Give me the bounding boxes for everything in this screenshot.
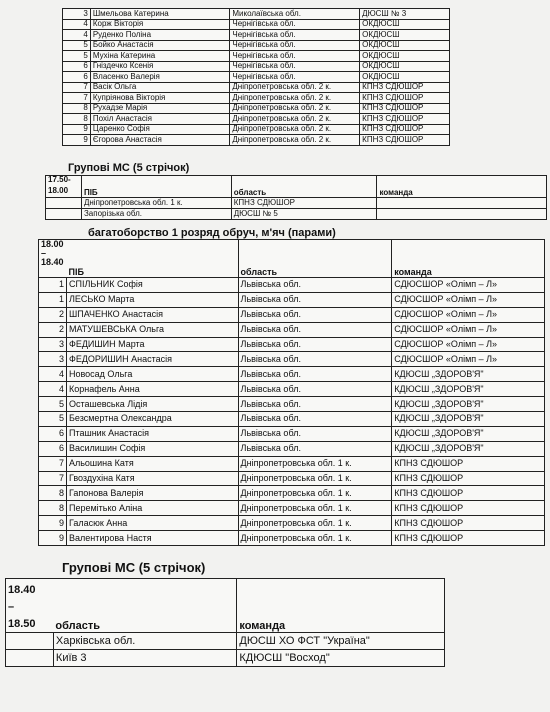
- region: Львівська обл.: [238, 397, 392, 412]
- table-row: [63, 40, 450, 51]
- row-number: 8: [39, 501, 67, 516]
- row-number: 8: [63, 103, 91, 114]
- region: Дніпропетровська обл. 1 к.: [238, 531, 392, 546]
- athlete-name: Галасюк Анна: [66, 516, 238, 531]
- table-row: [39, 456, 545, 471]
- table-row: [39, 367, 545, 382]
- athlete-name: Купріянова Вікторія: [90, 93, 230, 104]
- athlete-name: Василишин Софія: [66, 441, 238, 456]
- table-row: [63, 61, 450, 72]
- row-number: 3: [39, 337, 67, 352]
- team: КПНЗ СДЮШОР: [360, 82, 450, 93]
- section1-header-row: [46, 176, 547, 198]
- row-number: 6: [63, 61, 91, 72]
- time-dash: –: [41, 248, 47, 258]
- row-number: 3: [63, 9, 91, 20]
- team: ОКДЮСШ: [360, 61, 450, 72]
- row-number: 7: [63, 93, 91, 104]
- region: Львівська обл.: [238, 382, 392, 397]
- region: Дніпропетровська обл. 2 к.: [230, 114, 360, 125]
- region: Дніпропетровська обл. 2 к.: [230, 124, 360, 135]
- row-number: 1: [39, 278, 67, 293]
- table-row: [39, 471, 545, 486]
- table-row: [39, 382, 545, 397]
- table-row: [63, 51, 450, 62]
- athlete-name: Пташник Анастасія: [66, 426, 238, 441]
- athlete-name: Новосад Ольга: [66, 367, 238, 382]
- team: КДЮСШ "Восход": [237, 650, 445, 667]
- region: Дніпропетровська обл. 2 к.: [230, 82, 360, 93]
- row-number: 3: [39, 352, 67, 367]
- table-row: [39, 501, 545, 516]
- region: Львівська обл.: [238, 352, 392, 367]
- table-row: [63, 72, 450, 83]
- athlete-name: Єгорова Анастасія: [90, 135, 230, 146]
- athlete-name: Рухадзе Марія: [90, 103, 230, 114]
- team: СДЮСШОР «Олімп – Л»: [392, 322, 545, 337]
- region: Львівська обл.: [238, 367, 392, 382]
- region: Львівська обл.: [238, 292, 392, 307]
- table-row: [46, 209, 547, 220]
- team: КДЮСШ „ЗДОРОВ'Я": [392, 426, 545, 441]
- team: КДЮСШ „ЗДОРОВ'Я": [392, 367, 545, 382]
- athlete-name: Власенко Валерія: [90, 72, 230, 83]
- region: Львівська обл.: [238, 322, 392, 337]
- table-row: [39, 307, 545, 322]
- team: КПНЗ СДЮШОР: [392, 501, 545, 516]
- team: ОКДЮСШ: [360, 40, 450, 51]
- athlete-name: ШПАЧЕНКО Анастасія: [66, 307, 238, 322]
- row-number: 8: [63, 114, 91, 125]
- region: Дніпропетровська обл. 1 к.: [238, 501, 392, 516]
- region: Київ 3: [53, 650, 236, 667]
- athlete-name: Васік Ольга: [90, 82, 230, 93]
- row-number: 7: [39, 471, 67, 486]
- athlete-name: Валентирова Настя: [66, 531, 238, 546]
- athlete-name: Перемітько Аліна: [66, 501, 238, 516]
- top-table: [62, 8, 450, 146]
- time-end: 18.40: [41, 257, 64, 267]
- section1-table: [45, 175, 547, 220]
- region: Чернігівська обл.: [230, 51, 360, 62]
- header-team: команда: [377, 176, 547, 198]
- time-end: 18.00: [48, 186, 69, 195]
- region: Дніпропетровська обл. 2 к.: [230, 135, 360, 146]
- table-row: [39, 426, 545, 441]
- region: Дніпропетровська обл. 2 к.: [230, 103, 360, 114]
- region: Львівська обл.: [238, 337, 392, 352]
- team-club: КПНЗ СДЮШОР: [231, 198, 377, 209]
- team: [377, 209, 547, 220]
- row-number: 9: [39, 531, 67, 546]
- team: [377, 198, 547, 209]
- section1-time: [46, 176, 82, 198]
- table-row: [39, 516, 545, 531]
- row-number: 5: [63, 51, 91, 62]
- table-row: [63, 124, 450, 135]
- team: ОКДЮСШ: [360, 51, 450, 62]
- row-number: 9: [39, 516, 67, 531]
- team: КПНЗ СДЮШОР: [392, 531, 545, 546]
- section3-header-row: [6, 579, 445, 633]
- header-team: команда: [392, 240, 545, 278]
- section1-title: Групові МС (5 стрічок): [68, 162, 190, 174]
- team: КПНЗ СДЮШОР: [360, 124, 450, 135]
- region: Львівська обл.: [238, 412, 392, 427]
- team: ОКДЮСШ: [360, 19, 450, 30]
- header-name: ПІБ: [66, 240, 238, 278]
- table-row: [63, 103, 450, 114]
- team-region: Запорізька обл.: [81, 209, 231, 220]
- time-cell: [6, 633, 54, 650]
- table-row: [39, 441, 545, 456]
- athlete-name: Мухіна Катерина: [90, 51, 230, 62]
- header-team: команда: [237, 579, 445, 633]
- region: Миколаївська обл.: [230, 9, 360, 20]
- athlete-name: Корнафель Анна: [66, 382, 238, 397]
- time-cell: [46, 209, 82, 220]
- athlete-name: СПІЛЬНИК Софія: [66, 278, 238, 293]
- table-row: [39, 322, 545, 337]
- row-number: 4: [63, 19, 91, 30]
- region: Львівська обл.: [238, 441, 392, 456]
- time-start: 18.40: [8, 584, 36, 596]
- header-name: ПІБ: [81, 176, 231, 198]
- header-region: область: [231, 176, 377, 198]
- athlete-name: Корж Вікторія: [90, 19, 230, 30]
- team: СДЮСШОР «Олімп – Л»: [392, 337, 545, 352]
- row-number: 8: [39, 486, 67, 501]
- athlete-name: Гвоздухіна Катя: [66, 471, 238, 486]
- time-cell: [6, 650, 54, 667]
- region: Дніпропетровська обл. 2 к.: [230, 93, 360, 104]
- athlete-name: МАТУШЕВСЬКА Ольга: [66, 322, 238, 337]
- team: КПНЗ СДЮШОР: [392, 516, 545, 531]
- row-number: 5: [63, 40, 91, 51]
- row-number: 5: [39, 397, 67, 412]
- row-number: 6: [63, 72, 91, 83]
- region: Дніпропетровська обл. 1 к.: [238, 456, 392, 471]
- section3-table: [5, 578, 445, 667]
- region: Львівська обл.: [238, 426, 392, 441]
- table-row: [46, 198, 547, 209]
- athlete-name: Бойко Анастасія: [90, 40, 230, 51]
- region: Львівська обл.: [238, 307, 392, 322]
- table-row: [39, 292, 545, 307]
- table-row: [39, 278, 545, 293]
- athlete-name: Царенко Софія: [90, 124, 230, 135]
- table-row: [39, 486, 545, 501]
- row-number: 2: [39, 307, 67, 322]
- athlete-name: ЛЕСЬКО Марта: [66, 292, 238, 307]
- table-row: [39, 337, 545, 352]
- time-dash: –: [8, 601, 15, 613]
- team-club: ДЮСШ № 5: [231, 209, 377, 220]
- time-start: 18.00: [41, 239, 64, 249]
- table-row: [63, 135, 450, 146]
- table-row: [39, 352, 545, 367]
- section2-table: [38, 239, 545, 546]
- region: Чернігівська обл.: [230, 19, 360, 30]
- athlete-name: Альошина Катя: [66, 456, 238, 471]
- team: СДЮСШОР «Олімп – Л»: [392, 307, 545, 322]
- team: ДЮСШ ХО ФСТ "Україна": [237, 633, 445, 650]
- table-row: [63, 19, 450, 30]
- header-region: область: [238, 240, 392, 278]
- region: Чернігівська обл.: [230, 72, 360, 83]
- region: Чернігівська обл.: [230, 61, 360, 72]
- table-row: [63, 30, 450, 41]
- athlete-name: Руденко Поліна: [90, 30, 230, 41]
- athlete-name: Безсмертна Олександра: [66, 412, 238, 427]
- row-number: 6: [39, 441, 67, 456]
- team: СДЮСШОР «Олімп – Л»: [392, 278, 545, 293]
- team-region: Дніпропетровська обл. 1 к.: [81, 198, 231, 209]
- row-number: 4: [63, 30, 91, 41]
- table-row: [63, 114, 450, 125]
- region: Львівська обл.: [238, 278, 392, 293]
- time-cell: [46, 198, 82, 209]
- team: ОКДЮСШ: [360, 72, 450, 83]
- row-number: 7: [39, 456, 67, 471]
- region: Дніпропетровська обл. 1 к.: [238, 486, 392, 501]
- region: Дніпропетровська обл. 1 к.: [238, 471, 392, 486]
- row-number: 9: [63, 135, 91, 146]
- athlete-name: ФЕДИШИН Марта: [66, 337, 238, 352]
- team: ДЮСШ № 3: [360, 9, 450, 20]
- row-number: 2: [39, 322, 67, 337]
- row-number: 1: [39, 292, 67, 307]
- team: КПНЗ СДЮШОР: [392, 471, 545, 486]
- region: Чернігівська обл.: [230, 40, 360, 51]
- athlete-name: Осташевська Лідія: [66, 397, 238, 412]
- row-number: 9: [63, 124, 91, 135]
- time-end: 18.50: [8, 618, 36, 630]
- table-row: [63, 82, 450, 93]
- row-number: 7: [63, 82, 91, 93]
- athlete-name: ФЕДОРИШИН Анастасія: [66, 352, 238, 367]
- team: КПНЗ СДЮШОР: [360, 114, 450, 125]
- table-row: [63, 93, 450, 104]
- table-row: [63, 9, 450, 20]
- section2-title: багатоборство 1 розряд обруч, м'яч (парами): [88, 227, 336, 239]
- team: ОКДЮСШ: [360, 30, 450, 41]
- team: КДЮСШ „ЗДОРОВ'Я": [392, 441, 545, 456]
- team: СДЮСШОР «Олімп – Л»: [392, 292, 545, 307]
- section3-time: [6, 579, 54, 633]
- team: КДЮСШ „ЗДОРОВ'Я": [392, 412, 545, 427]
- table-row: [39, 412, 545, 427]
- athlete-name: Шмельова Катерина: [90, 9, 230, 20]
- section3-title: Групові МС (5 стрічок): [62, 560, 206, 575]
- time-start: 17.50-: [48, 175, 71, 184]
- table-row: [39, 531, 545, 546]
- row-number: 5: [39, 412, 67, 427]
- region: Дніпропетровська обл. 1 к.: [238, 516, 392, 531]
- region: Харківська обл.: [53, 633, 236, 650]
- team: КПНЗ СДЮШОР: [360, 93, 450, 104]
- team: КДЮСШ „ЗДОРОВ'Я": [392, 382, 545, 397]
- athlete-name: Гніздечко Ксенія: [90, 61, 230, 72]
- athlete-name: Похіл Анастасія: [90, 114, 230, 125]
- team: КПНЗ СДЮШОР: [360, 103, 450, 114]
- section2-time: [39, 240, 67, 278]
- table-row: [6, 633, 445, 650]
- region: Чернігівська обл.: [230, 30, 360, 41]
- row-number: 4: [39, 382, 67, 397]
- team: КПНЗ СДЮШОР: [360, 135, 450, 146]
- row-number: 4: [39, 367, 67, 382]
- table-row: [6, 650, 445, 667]
- team: КДЮСШ „ЗДОРОВ'Я": [392, 397, 545, 412]
- row-number: 6: [39, 426, 67, 441]
- team: КПНЗ СДЮШОР: [392, 486, 545, 501]
- section2-header-row: [39, 240, 545, 278]
- team: КПНЗ СДЮШОР: [392, 456, 545, 471]
- table-row: [39, 397, 545, 412]
- athlete-name: Гапонова Валерія: [66, 486, 238, 501]
- header-region: область: [53, 579, 236, 633]
- team: СДЮСШОР «Олімп – Л»: [392, 352, 545, 367]
